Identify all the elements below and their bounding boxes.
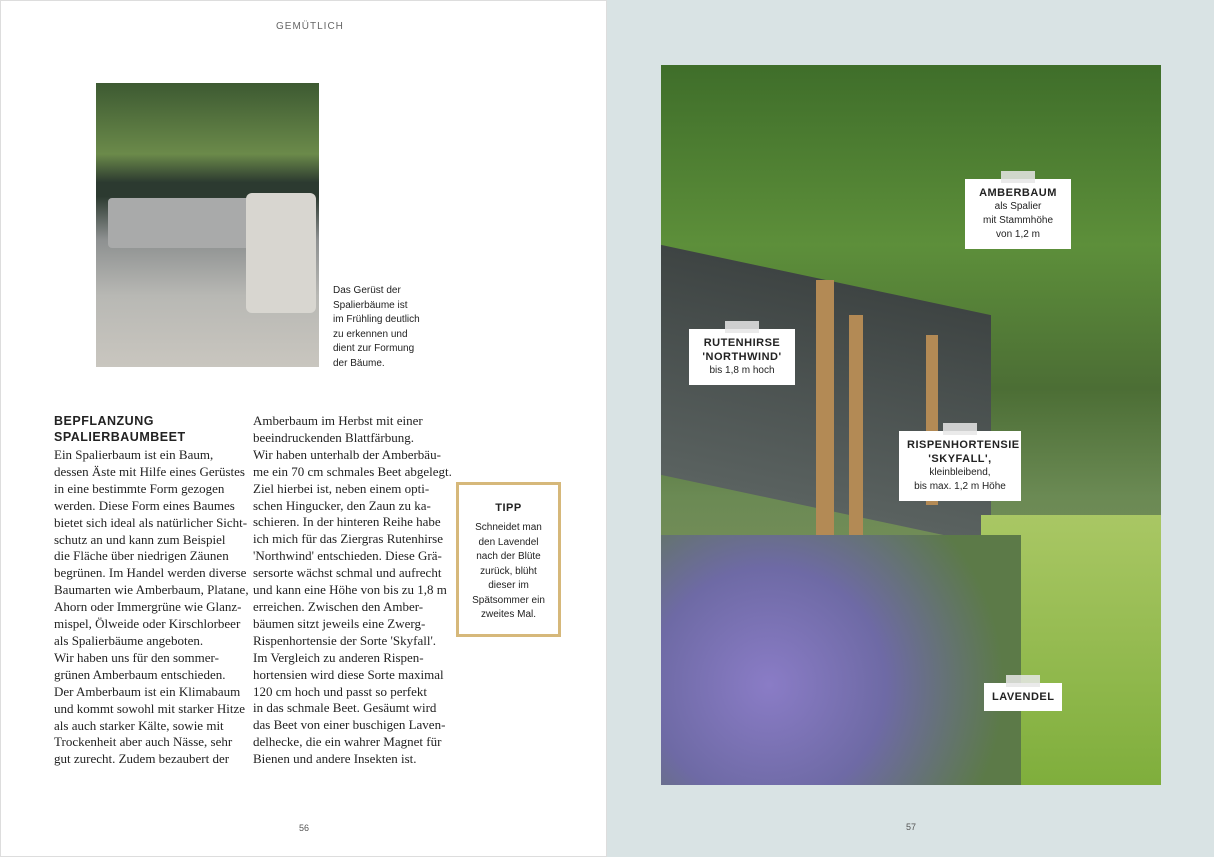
photo-caption	[333, 284, 420, 371]
text-line: erreichen. Zwischen den Amber-	[253, 598, 424, 614]
text-line: Baumarten wie Amberbaum, Platane,	[54, 582, 249, 598]
lavender-hedge	[661, 535, 1021, 785]
section-heading	[54, 413, 186, 445]
text-line: die Fläche über niedrigen Zäunen	[54, 548, 229, 564]
text-line: mispel, Ölweide oder Kirschlorbeer	[54, 616, 241, 632]
text-line: Ziel hierbei ist, neben einem opti-	[253, 480, 430, 496]
tip-text	[459, 521, 558, 623]
text-line: Schneidet man	[475, 522, 542, 533]
garden-photo	[661, 65, 1161, 785]
text-line: kleinbleibend,	[929, 467, 991, 478]
text-line: schutz an und kann zum Beispiel	[54, 531, 226, 547]
text-line: Spalierbäume ist	[333, 299, 408, 311]
text-line: begrünen. Im Handel werden diverse	[54, 565, 247, 581]
text-line: ich mich für das Ziergras Rutenhirse	[253, 531, 444, 547]
tree-trunk	[816, 280, 834, 540]
body-column-2	[253, 413, 452, 768]
text-line: den Lavendel	[478, 536, 539, 548]
text-line: in das schmale Beet. Gesäumt wird	[253, 700, 437, 716]
text-line: BEPFLANZUNG	[54, 414, 154, 428]
text-line: gut zurecht. Zudem bezaubert der	[54, 751, 230, 767]
label-rispenhortensie: RISPENHORTENSIE 'SKYFALL', kleinbleibend, bis max. 1,2 m Höhe	[899, 431, 1021, 501]
label-amberbaum: AMBERBAUM als Spalier mit Stammhöhe von 1,2 m	[965, 179, 1071, 249]
text-line: von 1,2 m	[996, 229, 1040, 240]
text-line: nach der Blüte	[476, 551, 541, 562]
text-line: und kann eine Höhe von bis zu 1,8 m	[253, 582, 447, 598]
text-line: hortensien wird diese Sorte maximal	[253, 666, 444, 682]
body-column-1	[54, 447, 249, 768]
text-line: im Frühling deutlich	[333, 314, 420, 325]
label-rutenhirse: RUTENHIRSE 'NORTHWIND' bis 1,8 m hoch	[689, 329, 795, 385]
text-line: zu erkennen und	[333, 328, 408, 340]
text-line: Trockenheit aber auch Nässe, sehr	[54, 734, 233, 750]
right-page	[607, 0, 1214, 857]
text-line: der Bäume.	[333, 357, 385, 369]
tree-trunk	[849, 315, 863, 545]
text-line: schieren. In der hinteren Reihe habe	[253, 514, 441, 530]
patio-photo	[96, 83, 319, 367]
text-line: Das Gerüst der	[333, 285, 401, 296]
text-line: dieser im	[488, 580, 529, 591]
text-line: zweites Mal.	[480, 609, 536, 620]
text-line: werden. Diese Form eines Baumes	[54, 497, 235, 513]
text-line: beeindruckenden Blattfärbung.	[253, 429, 414, 445]
page-number: 56	[299, 823, 310, 833]
text-line: dient zur Formung	[333, 343, 415, 354]
text-line: Wir haben unterhalb der Amberbäu-	[253, 446, 441, 462]
text-line: schen Hingucker, den Zaun zu ka-	[253, 497, 431, 513]
text-line: SPALIERBAUMBEET	[54, 430, 186, 444]
label-lavendel: LAVENDEL	[984, 683, 1062, 711]
text-line: Wir haben uns für den sommer-	[54, 649, 219, 665]
text-line: 'Northwind' entschieden. Diese Grä-	[253, 548, 442, 564]
text-line: Spätsommer ein	[472, 594, 545, 606]
text-line: und kommt sowohl mit starker Hitze	[54, 700, 246, 716]
page-number: 57	[906, 822, 917, 832]
tip-box	[456, 482, 561, 637]
text-line: bäumen sitzt jeweils eine Zwerg-	[253, 615, 426, 631]
text-line: in eine bestimmte Form gezogen	[54, 480, 225, 496]
text-line: bis 1,8 m hoch	[709, 365, 775, 376]
text-line: als Spalierbäume angeboten.	[54, 632, 204, 648]
running-head: GEMÜTLICH	[276, 21, 344, 32]
text-line: bis max. 1,2 m Höhe	[914, 481, 1006, 492]
text-line: Bienen und andere Insekten ist.	[253, 751, 417, 767]
text-line: grünen Amberbaum entschieden.	[54, 666, 226, 682]
text-line: mit Stammhöhe	[982, 215, 1054, 226]
text-line: das Beet von einer buschigen Laven-	[253, 717, 446, 733]
text-line: Amberbaum im Herbst mit einer	[253, 413, 423, 428]
armchair-shape	[246, 193, 316, 313]
text-line: sersorte wächst schmal und aufrecht	[253, 565, 442, 581]
text-line: 120 cm hoch und passt so perfekt	[253, 683, 428, 699]
text-line: Der Amberbaum ist ein Klimabaum	[54, 683, 241, 699]
text-line: Im Vergleich zu anderen Rispen-	[253, 649, 424, 665]
text-line: als Spalier	[994, 201, 1042, 212]
text-line: als auch starker Kälte, sowie mit	[54, 717, 224, 733]
tip-title: TIPP	[495, 502, 522, 514]
text-line: zurück, blüht	[480, 565, 537, 577]
text-line: bietet sich ideal als natürlicher Sicht-	[54, 514, 248, 530]
text-line: me ein 70 cm schmales Beet abgelegt.	[253, 463, 452, 479]
text-line: Rispenhortensie der Sorte 'Skyfall'.	[253, 632, 437, 648]
text-line: Ein Spalierbaum ist ein Baum,	[54, 447, 214, 462]
text-line: delhecke, die ein wahrer Magnet für	[253, 734, 442, 750]
text-line: dessen Äste mit Hilfe eines Gerüstes	[54, 463, 245, 479]
text-line: Ahorn oder Immergrüne wie Glanz-	[54, 599, 242, 615]
